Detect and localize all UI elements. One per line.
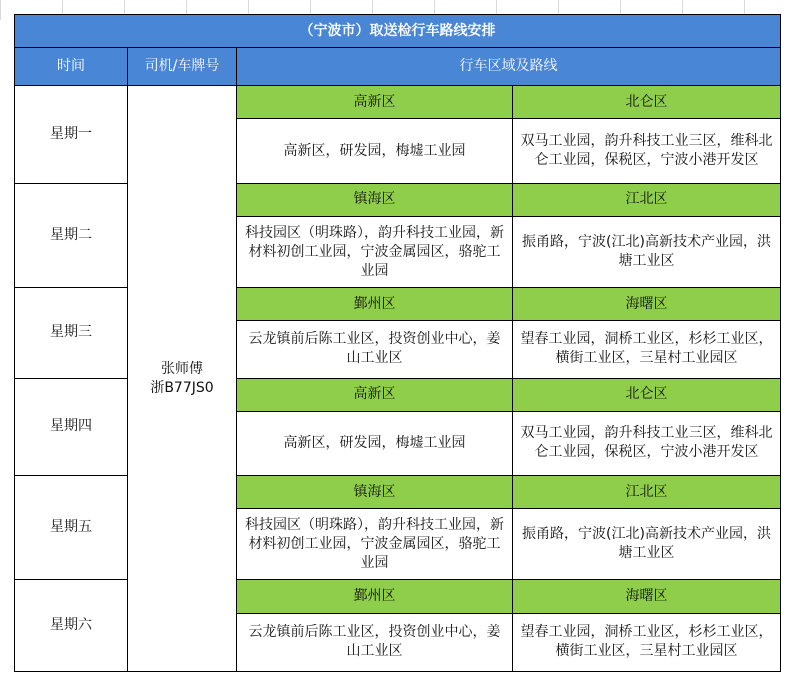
route-cell: 望春工业园，洞桥工业区，杉杉工业区，横街工业区，三星村工业园区 [513,321,781,378]
day-cell: 星期一 [15,86,128,183]
route-cell: 望春工业园，洞桥工业区，杉杉工业区，横街工业区，三星村工业园区 [513,613,781,671]
table-row [15,86,781,119]
header-route: 行车区域及路线 [237,48,781,86]
header-driver: 司机/车牌号 [128,48,237,86]
route-cell: 高新区，研发园，梅墟工业园 [237,119,513,183]
route-cell: 双马工业园，韵升科技工业三区，维科北仑工业园，保税区，宁波小港开发区 [513,411,781,475]
area-cell: 海曙区 [513,288,781,321]
route-cell: 高新区，研发园，梅墟工业园 [237,411,513,475]
route-cell: 云龙镇前后陈工业区，投资创业中心，姜山工业区 [237,321,513,378]
area-cell: 鄞州区 [237,580,513,613]
header-row [15,48,781,86]
area-cell: 鄞州区 [237,288,513,321]
day-cell: 星期五 [15,476,128,580]
area-cell: 镇海区 [237,476,513,509]
route-cell: 科技园区（明珠路），韵升科技工业园，新材料初创工业园，宁波金属园区，骆驼工业园 [237,509,513,580]
area-cell: 江北区 [513,476,781,509]
schedule-table [14,14,781,672]
area-cell: 北仑区 [513,378,781,411]
day-cell: 星期四 [15,378,128,475]
driver-name: 张师傅 [161,360,203,377]
header-time: 时间 [15,48,128,86]
route-cell: 科技园区（明珠路），韵升科技工业园，新材料初创工业园，宁波金属园区，骆驼工业园 [237,216,513,287]
driver-cell [128,86,237,672]
route-cell: 振甬路，宁波(江北)高新技术产业园，洪塘工业区 [513,216,781,287]
route-cell: 双马工业园，韵升科技工业三区，维科北仑工业园，保税区，宁波小港开发区 [513,119,781,183]
table-title: （宁波市）取送检行车路线安排 [15,15,781,48]
route-cell: 云龙镇前后陈工业区，投资创业中心，姜山工业区 [237,613,513,671]
day-cell: 星期三 [15,288,128,378]
plate-number: 浙B77JS0 [150,379,214,396]
title-row [15,15,781,48]
area-cell: 江北区 [513,183,781,216]
day-cell: 星期二 [15,183,128,287]
area-cell: 北仑区 [513,86,781,119]
area-cell: 高新区 [237,378,513,411]
route-cell: 振甬路，宁波(江北)高新技术产业园，洪塘工业区 [513,509,781,580]
area-cell: 海曙区 [513,580,781,613]
day-cell: 星期六 [15,580,128,672]
area-cell: 镇海区 [237,183,513,216]
area-cell: 高新区 [237,86,513,119]
